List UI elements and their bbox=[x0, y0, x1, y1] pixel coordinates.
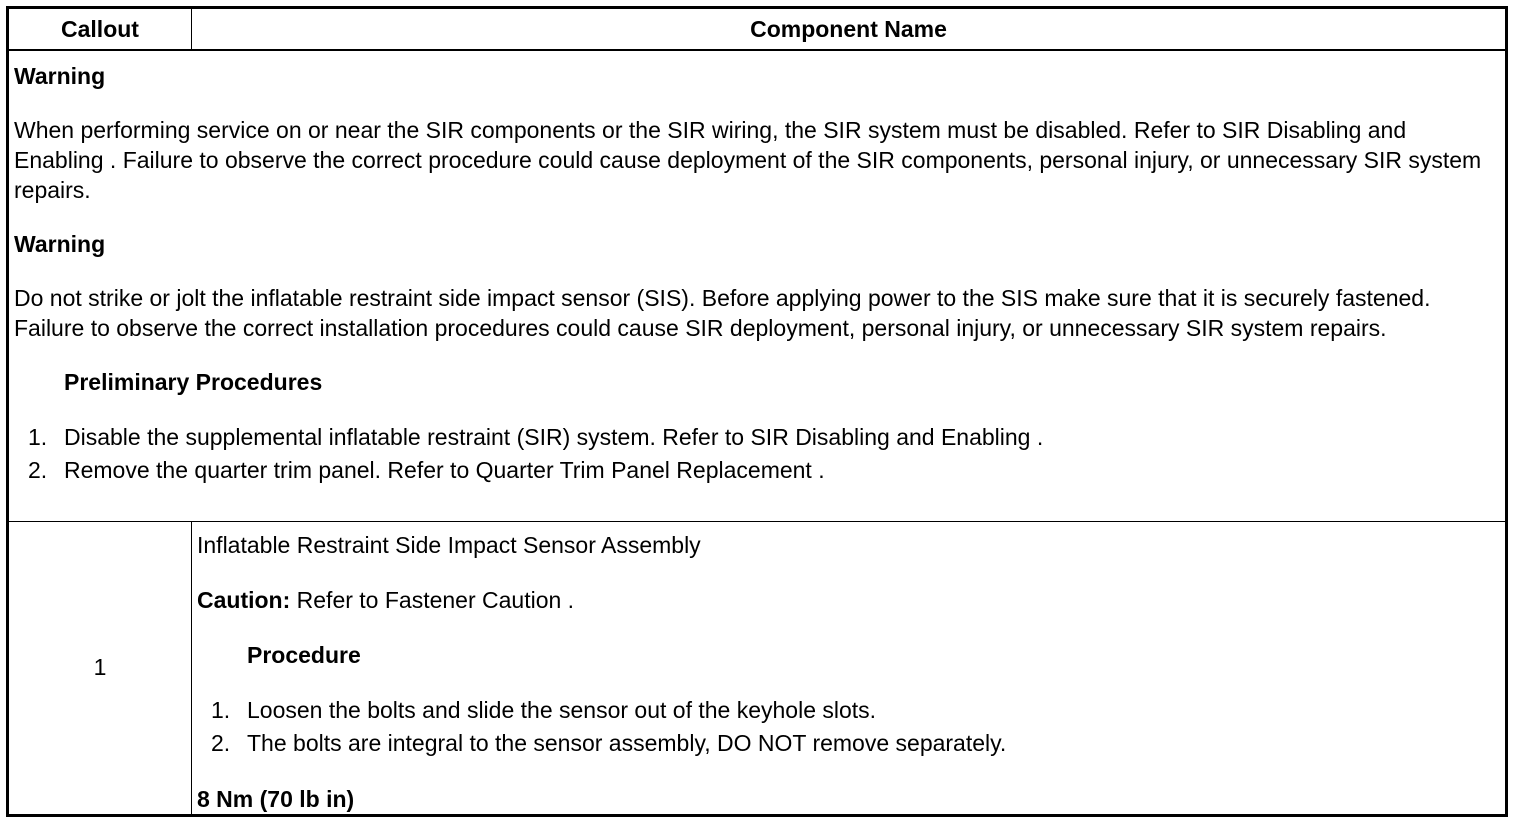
caution-line bbox=[197, 585, 1499, 615]
torque-spec: 8 Nm (70 lb in) bbox=[197, 785, 355, 812]
step-number: 2. bbox=[28, 457, 48, 483]
list-item bbox=[197, 694, 1499, 727]
table-row bbox=[8, 521, 1507, 815]
step-text: Remove the quarter trim panel. Refer to Quarter Trim Panel Replacement . bbox=[64, 457, 825, 483]
callout-column-header: Callout bbox=[8, 8, 192, 51]
warning-text-2: Do not strike or jolt the inflatable restraint side impact sensor (SIS). Before applying power to the SIS make sure that it is securely fastened. Failure to observe the correct installation procedures could cause SIR deployment, personal injury, or unnecessary SIR system repairs. bbox=[14, 285, 1431, 341]
list-item bbox=[197, 727, 1499, 760]
intro-row bbox=[8, 50, 1507, 521]
procedure-table bbox=[6, 6, 1508, 817]
component-detail-cell bbox=[192, 521, 1507, 815]
caution-label: Caution: bbox=[197, 586, 291, 613]
step-number: 1. bbox=[211, 696, 231, 723]
step-number: 2. bbox=[211, 729, 231, 756]
preliminary-steps-list bbox=[14, 421, 1499, 487]
procedure-title: Procedure bbox=[247, 641, 361, 668]
procedure-steps-list bbox=[197, 694, 1499, 760]
component-name-column-header: Component Name bbox=[192, 8, 1507, 51]
callout-number: 1 bbox=[8, 521, 192, 815]
list-item bbox=[14, 421, 1499, 454]
warning-heading-2: Warning bbox=[14, 231, 106, 257]
warning-text-1: When performing service on or near the SIR components or the SIR wiring, the SIR system must be disabled. Refer to SIR Disabling and Enabling . Failure to observe the correct procedure could cause deployment of the SIR components, personal injury, or unnecessary SIR system repairs. bbox=[14, 117, 1482, 203]
step-number: 1. bbox=[28, 424, 48, 450]
component-name: Inflatable Restraint Side Impact Sensor Assembly bbox=[197, 531, 701, 558]
preliminary-procedures-title: Preliminary Procedures bbox=[64, 369, 323, 395]
step-text: The bolts are integral to the sensor assembly, DO NOT remove separately. bbox=[247, 729, 1007, 756]
table-header-row bbox=[8, 8, 1507, 51]
intro-cell bbox=[8, 50, 1507, 521]
list-item bbox=[14, 454, 1499, 487]
warning-heading-1: Warning bbox=[14, 63, 106, 89]
step-text: Loosen the bolts and slide the sensor out of the keyhole slots. bbox=[247, 696, 877, 723]
step-text: Disable the supplemental inflatable restraint (SIR) system. Refer to SIR Disabling and Enabling . bbox=[64, 424, 1044, 450]
caution-text: Refer to Fastener Caution . bbox=[290, 586, 575, 613]
